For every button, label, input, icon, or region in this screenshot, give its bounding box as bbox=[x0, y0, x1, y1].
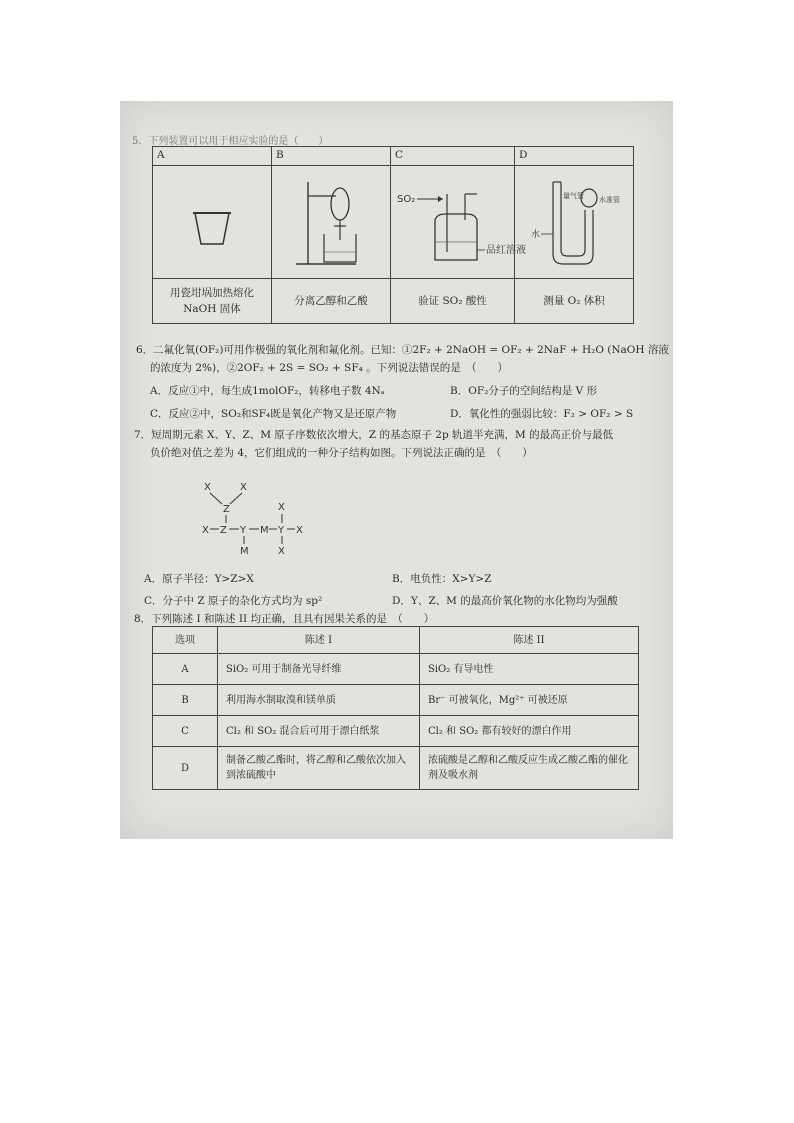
atom-z-left: Z bbox=[220, 525, 227, 536]
atom-y-right: Y bbox=[278, 525, 285, 536]
pinhong-label: 品红溶液 bbox=[486, 245, 526, 256]
q5-header-b: B bbox=[272, 147, 391, 166]
q8-header-statement-1: 陈述 I bbox=[218, 627, 420, 654]
atom-y-left: Y bbox=[240, 525, 247, 536]
q8-table bbox=[152, 626, 639, 790]
q7-option-a: A．原子半径：Y>Z>X bbox=[144, 573, 254, 585]
q8-row-a-statement-1: SiO₂ 可用于制备光导纤维 bbox=[218, 654, 420, 685]
q7-stem-2: 负价绝对值之差为 4，它们组成的一种分子结构如图。下列说法正确的是 （ ） bbox=[150, 447, 533, 459]
q8-header-row bbox=[153, 627, 639, 654]
q5-caption-c: 验证 SO₂ 酸性 bbox=[391, 279, 515, 324]
gas-washing-bottle-cell bbox=[391, 166, 526, 279]
q8-row-b-statement-1: 利用海水制取溴和镁单质 bbox=[218, 685, 420, 716]
q7-option-b: B．电负性：X>Y>Z bbox=[392, 573, 492, 585]
q8-header-statement-2: 陈述 II bbox=[420, 627, 639, 654]
q5-stem: 5．下列装置可以用于相应实验的是（ ） bbox=[132, 136, 329, 147]
separatory-funnel-cell bbox=[272, 166, 391, 279]
q5-caption-b: 分离乙醇和乙酸 bbox=[272, 279, 391, 324]
atom-x-6: X bbox=[278, 546, 285, 557]
gas-burette-cell bbox=[515, 166, 634, 279]
water-label: 水 bbox=[531, 230, 541, 240]
table-row bbox=[153, 685, 639, 716]
q8-row-c-statement-1: Cl₂ 和 SO₂ 混合后可用于漂白纸浆 bbox=[218, 716, 420, 747]
q6-option-c: C．反应②中，SO₂和SF₄既是氧化产物又是还原产物 bbox=[150, 408, 397, 420]
q5-header-a: A bbox=[153, 147, 272, 166]
q5-apparatus-table bbox=[152, 146, 634, 324]
q5-header-c: C bbox=[391, 147, 515, 166]
q8-row-b-statement-2: Br⁻ 可被氧化，Mg²⁺ 可被还原 bbox=[420, 685, 639, 716]
q8-row-a-option: A bbox=[153, 654, 218, 685]
atom-x-1: X bbox=[204, 482, 211, 493]
q6-option-a: A．反应①中，每生成1molOF₂，转移电子数 4Nₐ bbox=[150, 385, 385, 397]
q6-stem-1: 6．二氟化氧(OF₂)可用作极强的氧化剂和氟化剂。已知：①2F₂ + 2NaOH = OF₂ + 2NaF + H₂O (NaOH 溶液 bbox=[136, 344, 669, 356]
table-row bbox=[153, 716, 639, 747]
q8-stem: 8．下列陈述 I 和陈述 II 均正确，且具有因果关系的是 （ ） bbox=[134, 613, 435, 625]
q8-row-d-option: D bbox=[153, 747, 218, 790]
atom-x-3: X bbox=[278, 502, 285, 513]
exam-photo bbox=[120, 101, 673, 839]
atom-m-center: M bbox=[260, 525, 269, 536]
q8-header-option: 选项 bbox=[153, 627, 218, 654]
q5-caption-d: 测量 O₂ 体积 bbox=[515, 279, 634, 324]
q6-option-b: B．OF₂分子的空间结构是 V 形 bbox=[450, 385, 598, 397]
q6-option-d: D．氧化性的强弱比较：F₂ > OF₂ > S bbox=[450, 408, 634, 420]
q6-stem-2: 的浓度为 2%)，②2OF₂ + 2S = SO₂ + SF₄ 。下列说法错误的是 （ ） bbox=[150, 362, 508, 374]
shuizhun-label: 水准管 bbox=[599, 196, 620, 204]
gas-burette-icon bbox=[519, 168, 629, 273]
separatory-funnel-icon bbox=[276, 168, 386, 273]
gas-washing-bottle-icon bbox=[395, 168, 526, 273]
so2-label: SO₂ bbox=[397, 194, 416, 205]
atom-m-bottom: M bbox=[240, 546, 249, 557]
q7-option-c: C．分子中 Z 原子的杂化方式均为 sp² bbox=[144, 595, 323, 607]
table-row bbox=[153, 654, 639, 685]
q8-row-c-option: C bbox=[153, 716, 218, 747]
q8-row-a-statement-2: SiO₂ 有导电性 bbox=[420, 654, 639, 685]
table-row bbox=[153, 747, 639, 790]
crucible-cell bbox=[153, 166, 272, 279]
atom-x-5: X bbox=[296, 525, 303, 536]
atom-x-2: X bbox=[240, 482, 247, 493]
q5-header-d: D bbox=[515, 147, 634, 166]
q5-caption-a: 用瓷坩埚加热熔化 NaOH 固体 bbox=[153, 279, 272, 324]
molecule-structure bbox=[198, 478, 328, 563]
atom-x-4: X bbox=[202, 525, 209, 536]
q8-row-d-statement-1: 制备乙酸乙酯时，将乙醇和乙酸依次加入到浓硫酸中 bbox=[218, 747, 420, 790]
crucible-icon bbox=[157, 168, 267, 273]
atom-z-top: Z bbox=[223, 504, 230, 515]
liangqi-label: 量气管 bbox=[563, 192, 584, 200]
q7-stem-1: 7．短周期元素 X、Y、Z、M 原子序数依次增大，Z 的基态原子 2p 轨道半充满，M 的最高正价与最低 bbox=[134, 429, 614, 441]
q8-row-c-statement-2: Cl₂ 和 SO₂ 都有较好的漂白作用 bbox=[420, 716, 639, 747]
q8-row-d-statement-2: 浓硫酸是乙醇和乙酸反应生成乙酸乙酯的催化剂及吸水剂 bbox=[420, 747, 639, 790]
q8-row-b-option: B bbox=[153, 685, 218, 716]
q7-option-d: D．Y、Z、M 的最高价氧化物的水化物均为强酸 bbox=[392, 595, 618, 607]
